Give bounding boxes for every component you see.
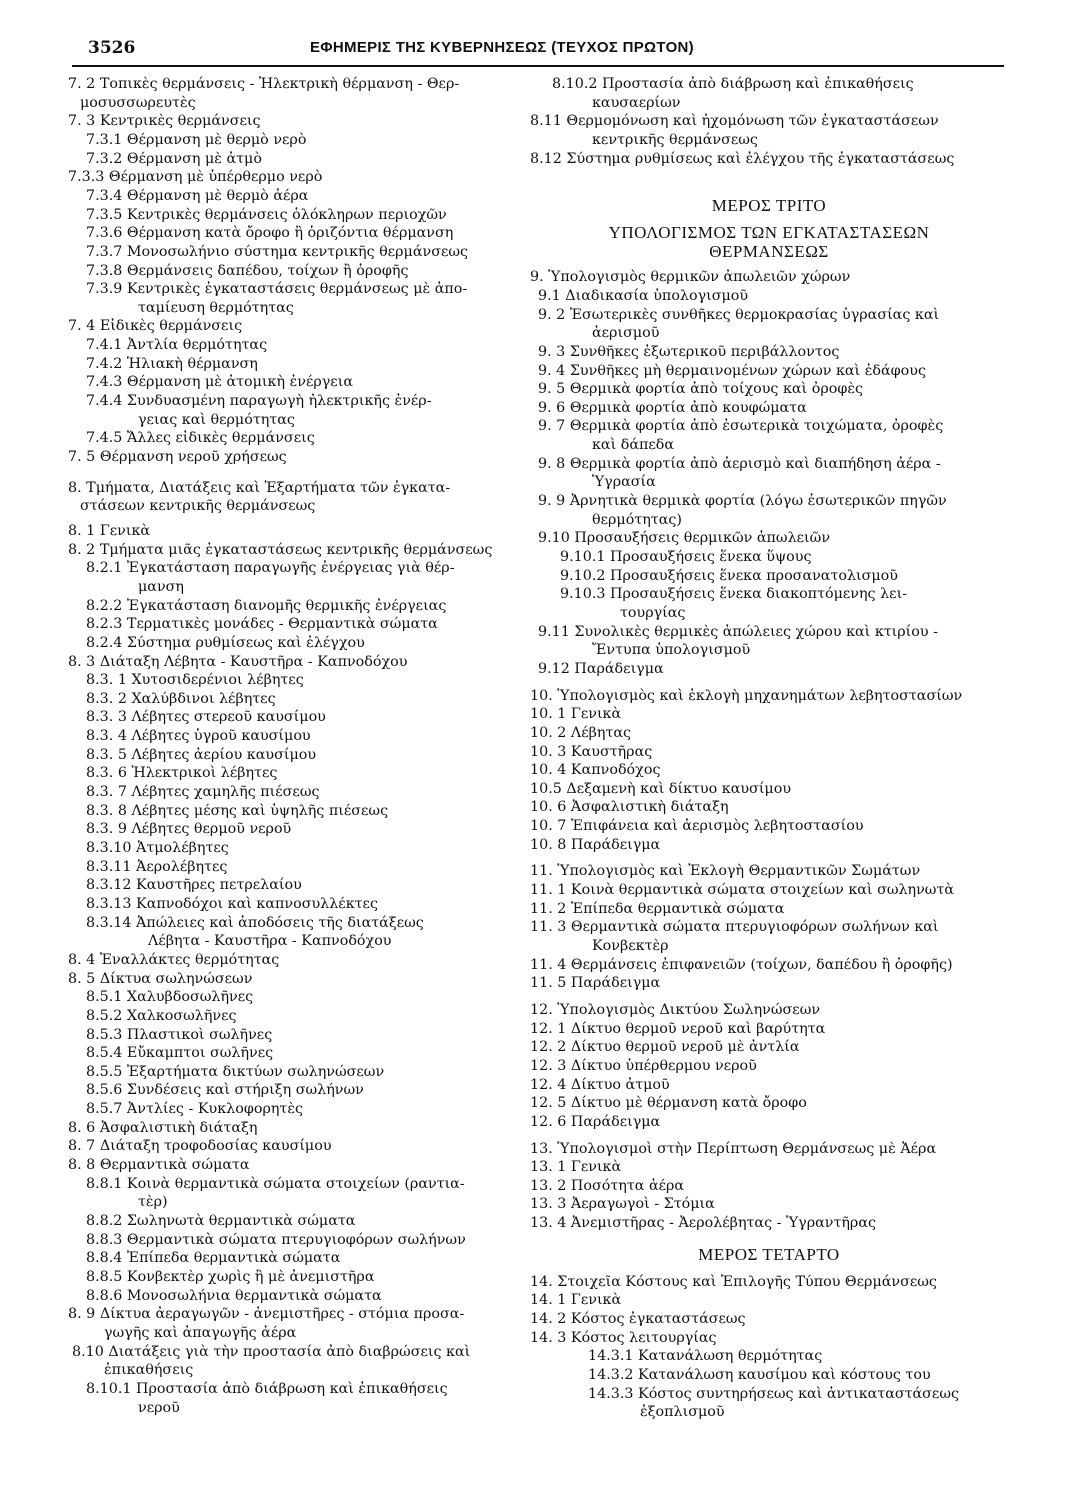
- toc-entry: 9.12 Παράδειγμα: [538, 660, 664, 677]
- toc-entry: 9.10.1 Προσαυξήσεις ἕνεκα ὕψους: [560, 549, 812, 565]
- toc-entry: 8.8.4 Ἐπίπεδα θερμαντικὰ σώματα: [86, 1250, 341, 1267]
- part3-heading: ΜΕΡΟΣ ΤΡΙΤΟ: [711, 196, 827, 216]
- toc-entry: καυσαερίων: [592, 94, 681, 111]
- toc-entry: 14.3.2 Κατανάλωση καυσίμου καὶ κόστους του: [588, 1367, 931, 1383]
- part3-subheading: ΥΠΟΛΟΓΙΣΜΟΣ ΤΩΝ ΕΓΚΑΤΑΣΤΑΣΕΩΝ: [608, 223, 930, 243]
- toc-entry: 8.3.11 Ἀερολέβητες: [86, 858, 228, 875]
- toc-entry: 8.12 Σύστημα ρυθμίσεως καὶ ἐλέγχου τῆς ἐγκαταστάσεως: [530, 150, 955, 167]
- toc-entry: 9.10 Προσαυξήσεις θερμικῶν ἀπωλειῶν: [538, 530, 831, 547]
- toc-entry: ἐξοπλισμοῦ: [640, 1404, 725, 1421]
- toc-entry: στάσεων κεντρικῆς θερμάνσεως: [80, 498, 316, 515]
- toc-entry: 8.5.1 Χαλυβδοσωλῆνες: [86, 989, 254, 1006]
- toc-entry: 7.3.7 Μονοσωλήνιο σύστημα κεντρικῆς θερμάνσεως: [86, 243, 469, 260]
- toc-entry: 8. 8 Θερμαντικὰ σώματα: [68, 1157, 250, 1174]
- toc-entry: 7.3.6 Θέρμανση κατὰ ὄροφο ἢ ὁριζόντια θέρμανση: [86, 225, 454, 242]
- toc-entry: κεντρικῆς θερμάνσεως: [592, 131, 758, 148]
- toc-entry: 8.10.2 Προστασία ἀπὸ διάβρωση καὶ ἐπικαθήσεις: [552, 76, 914, 92]
- toc-entry: 11. 5 Παράδειγμα: [530, 975, 661, 992]
- toc-entry: 9.10.2 Προσαυξήσεις ἕνεκα προσανατολισμοῦ: [560, 567, 898, 584]
- toc-entry: 8.2.4 Σύστημα ρυθμίσεως καὶ ἐλέγχου: [86, 634, 365, 651]
- toc-entry: ἐπικαθήσεις: [104, 1362, 194, 1379]
- page-number: 3526: [88, 38, 136, 58]
- toc-entry: 8.3. 4 Λέβητες ὑγροῦ καυσίμου: [86, 728, 311, 745]
- toc-entry: 10. 8 Παράδειγμα: [530, 836, 661, 853]
- toc-entry: γωγῆς καὶ ἀπαγωγῆς ἀέρα: [104, 1324, 297, 1341]
- toc-entry: 13. 4 Ἀνεμιστῆρας - Ἀερολέβητας - Ὑγραντῆρας: [530, 1215, 876, 1232]
- toc-entry: 12. Ὑπολογισμὸς Δικτύου Σωληνώσεων: [530, 1001, 821, 1018]
- toc-entry: 11. Ὑπολογισμὸς καὶ Ἐκλογὴ Θερμαντικῶν Σωμάτων: [530, 863, 921, 880]
- toc-entry: 8.8.6 Μονοσωλήνια θερμαντικὰ σώματα: [86, 1287, 382, 1304]
- toc-entry: 8.3. 7 Λέβητες χαμηλῆς πιέσεως: [86, 784, 320, 801]
- toc-entry: 8.5.2 Χαλκοσωλῆνες: [86, 1007, 237, 1024]
- toc-entry: 12. 1 Δίκτυο θερμοῦ νεροῦ καὶ βαρύτητα: [530, 1020, 826, 1037]
- toc-entry: 10. 6 Ἀσφαλιστικὴ διάταξη: [530, 799, 729, 816]
- toc-entry: 8.5.3 Πλαστικοὶ σωλῆνες: [86, 1026, 273, 1043]
- toc-entry: 8.3.12 Καυστῆρες πετρελαίου: [86, 877, 302, 894]
- toc-entry: 8.10.1 Προστασία ἀπὸ διάβρωση καὶ ἐπικαθήσεις: [86, 1380, 448, 1397]
- toc-entry: τὲρ): [138, 1194, 168, 1211]
- toc-entry: 7.4.1 Ἀντλία θερμότητας: [86, 337, 268, 354]
- toc-entry: 8. 4 Ἐναλλάκτες θερμότητας: [68, 951, 280, 968]
- toc-entry: 7.4.5 Ἄλλες εἰδικὲς θερμάνσεις: [86, 430, 315, 447]
- toc-entry: 9. 5 Θερμικὰ φορτία ἀπὸ τοίχους καὶ ὀροφὲς: [538, 381, 864, 398]
- toc-entry: 7.4.2 Ἡλιακὴ θέρμανση: [86, 355, 258, 372]
- toc-entry: Ὑγρασία: [592, 474, 656, 491]
- toc-entry: 8.8.3 Θερμαντικὰ σώματα πτερυγιοφόρων σωλήνων: [86, 1231, 466, 1248]
- toc-entry: 14.3.3 Κόστος συντηρήσεως καὶ ἀντικαταστάσεως: [588, 1385, 960, 1402]
- toc-entry: 11. 3 Θερμαντικὰ σώματα πτερυγιοφόρων σωλήνων καὶ: [530, 919, 939, 936]
- toc-entry: 9. 3 Συνθῆκες ἐξωτερικοῦ περιβάλλοντος: [538, 343, 840, 360]
- toc-entry: 9. 6 Θερμικὰ φορτία ἀπὸ κουφώματα: [538, 399, 807, 416]
- toc-entry: 8.3. 8 Λέβητες μέσης καὶ ὑψηλῆς πιέσεως: [86, 802, 389, 819]
- toc-entry: 12. 2 Δίκτυο θερμοῦ νεροῦ μὲ ἀντλία: [530, 1039, 800, 1056]
- toc-entry: 7.4.3 Θέρμανση μὲ ἀτομικὴ ἐνέργεια: [86, 374, 353, 391]
- toc-entry: 8.2.1 Ἐγκατάσταση παραγωγῆς ἐνέργειας γιὰ θέρ-: [86, 560, 455, 577]
- gazette-title: ΕΦΗΜΕΡΙΣ ΤΗΣ ΚΥΒΕΡΝΗΣΕΩΣ (ΤΕΥΧΟΣ ΠΡΩΤΟΝ): [310, 39, 694, 56]
- toc-entry: 8.3. 9 Λέβητες θερμοῦ νεροῦ: [86, 821, 292, 838]
- toc-entry: γειας καὶ θερμότητας: [138, 411, 295, 428]
- toc-entry: 7.3.9 Κεντρικὲς ἐγκαταστάσεις θερμάνσεως μὲ ἀπο-: [86, 281, 468, 298]
- toc-entry: 8.3. 2 Χαλύβδινοι λέβητες: [86, 690, 276, 707]
- toc-entry: 11. 2 Ἐπίπεδα θερμαντικὰ σώματα: [530, 900, 785, 917]
- toc-entry: 9.1 Διαδικασία ὑπολογισμοῦ: [538, 287, 749, 304]
- toc-entry: μανση: [138, 578, 184, 595]
- toc-entry: 13. 3 Ἀεραγωγοὶ - Στόμια: [530, 1196, 715, 1213]
- page-header: [88, 38, 1000, 62]
- toc-entry: 10. 4 Καπνοδόχος: [530, 762, 661, 779]
- toc-entry: 11. 1 Κοινὰ θερμαντικὰ σώματα στοιχείων καὶ σωληνωτὰ: [530, 882, 955, 899]
- toc-entry: 7.3.4 Θέρμανση μὲ θερμὸ ἀέρα: [86, 187, 309, 204]
- toc-entry: 14. 1 Γενικὰ: [530, 1292, 622, 1309]
- toc-entry: 13. 2 Ποσότητα ἀέρα: [530, 1177, 685, 1194]
- toc-entry: καὶ δάπεδα: [592, 437, 675, 454]
- toc-entry: 7. 4 Εἰδικὲς θερμάνσεις: [68, 318, 243, 335]
- toc-entry: 9. 2 Ἐσωτερικὲς συνθῆκες θερμοκρασίας ὑγρασίας καὶ: [538, 306, 940, 323]
- toc-entry: 7.3.8 Θερμάνσεις δαπέδου, τοίχων ἢ ὀροφῆς: [86, 262, 409, 279]
- toc-entry: 8.10 Διατάξεις γιὰ τὴν προστασία ἀπὸ διαβρώσεις καὶ: [72, 1343, 471, 1360]
- toc-entry: 7.3.3 Θέρμανση μὲ ὑπέρθερμο νερὸ: [68, 169, 323, 186]
- toc-entry: 8.3.13 Καπνοδόχοι καὶ καπνοσυλλέκτες: [86, 895, 378, 912]
- toc-entry: 9. 9 Ἀρνητικὰ θερμικὰ φορτία (λόγω ἐσωτερικῶν πηγῶν: [538, 493, 947, 510]
- toc-entry: 11. 4 Θερμάνσεις ἐπιφανειῶν (τοίχων, δαπέδου ἢ ὀροφῆς): [530, 956, 953, 973]
- part4-heading: ΜΕΡΟΣ ΤΕΤΑΡΤΟ: [698, 1244, 840, 1264]
- header-rule: [72, 65, 1004, 67]
- part3-subheading-cont: ΘΕΡΜΑΝΣΕΩΣ: [709, 242, 829, 262]
- toc-entry: 14. 2 Κόστος ἐγκαταστάσεως: [530, 1311, 746, 1328]
- toc-entry: 8.8.2 Σωληνωτὰ θερμαντικὰ σώματα: [86, 1213, 356, 1229]
- toc-entry: ἀερισμοῦ: [592, 325, 660, 342]
- toc-entry: 12. 5 Δίκτυο μὲ θέρμανση κατὰ ὄροφο: [530, 1095, 807, 1112]
- toc-entry: 14.3.1 Κατανάλωση θερμότητας: [588, 1348, 823, 1365]
- toc-entry: 13. Ὑπολογισμοὶ στὴν Περίπτωση Θερμάνσεως μὲ Ἀέρα: [530, 1140, 937, 1157]
- toc-entry: 10. Ὑπολογισμὸς καὶ ἐκλογὴ μηχανημάτων λεβητοστασίων: [530, 687, 963, 704]
- toc-entry: 14. Στοιχεῖα Κόστους καὶ Ἐπιλογῆς Τύπου Θερμάνσεως: [530, 1273, 937, 1290]
- toc-entry: νεροῦ: [138, 1399, 180, 1416]
- toc-entry: 10. 3 Καυστῆρας: [530, 743, 653, 760]
- toc-entry: Λέβητα - Καυστῆρα - Καπνοδόχου: [148, 933, 392, 950]
- toc-entry: 12. 4 Δίκτυο ἀτμοῦ: [530, 1076, 670, 1093]
- toc-entry: 9. 4 Συνθῆκες μὴ θερμαινομένων χώρων καὶ ἐδάφους: [538, 362, 926, 379]
- toc-entry: 8.3. 1 Χυτοσιδερένιοι λέβητες: [86, 672, 304, 689]
- toc-entry: 7.3.2 Θέρμανση μὲ ἀτμὸ: [86, 150, 262, 167]
- toc-entry: 8. 3 Διάταξη Λέβητα - Καυστῆρα - Καπνοδόχου: [68, 653, 408, 670]
- toc-entry: 8.3. 3 Λέβητες στερεοῦ καυσίμου: [86, 709, 326, 726]
- toc-entry: 8.3. 5 Λέβητες ἀερίου καυσίμου: [86, 746, 317, 763]
- toc-entry: 8.5.6 Συνδέσεις καὶ στήριξη σωλήνων: [86, 1082, 364, 1099]
- toc-entry: 9. 7 Θερμικὰ φορτία ἀπὸ ἐσωτερικὰ τοιχώματα, ὀροφὲς: [538, 418, 944, 435]
- toc-entry: 7.3.5 Κεντρικὲς θερμάνσεις ὁλόκληρων περιοχῶν: [86, 206, 447, 223]
- toc-entry: 8.5.4 Εὔκαμπτοι σωλῆνες: [86, 1045, 274, 1062]
- toc-entry: μοσυσσωρευτὲς: [80, 94, 196, 111]
- toc-entry: 8.5.5 Ἐξαρτήματα δικτύων σωληνώσεων: [86, 1063, 385, 1080]
- toc-entry: 14. 3 Κόστος λειτουργίας: [530, 1329, 717, 1346]
- toc-entry: 9.11 Συνολικὲς θερμικὲς ἀπώλειες χώρου καὶ κτιρίου -: [538, 623, 938, 640]
- toc-entry: θερμότητας): [592, 511, 682, 528]
- toc-entry: 7. 2 Τοπικὲς θερμάνσεις - Ἠλεκτρικὴ θέρμανση - Θερ-: [68, 76, 460, 92]
- toc-entry: 8.8.1 Κοινὰ θερμαντικὰ σώματα στοιχείων (ραντια-: [86, 1175, 465, 1192]
- toc-entry: 8.2.2 Ἐγκατάσταση διανομῆς θερμικῆς ἐνέργειας: [86, 597, 447, 614]
- toc-entry: 7. 5 Θέρμανση νεροῦ χρήσεως: [68, 449, 287, 465]
- toc-entry: 10. 1 Γενικὰ: [530, 706, 622, 723]
- toc-entry: 7. 3 Κεντρικὲς θερμάνσεις: [68, 113, 261, 130]
- toc-entry: τουργίας: [620, 604, 686, 621]
- toc-entry: 8. 6 Ἀσφαλιστικὴ διάταξη: [68, 1119, 258, 1136]
- toc-entry: 8. 9 Δίκτυα ἀεραγωγῶν - ἀνεμιστῆρες - στόμια προσα-: [68, 1306, 465, 1323]
- toc-entry: 7.3.1 Θέρμανση μὲ θερμὸ νερὸ: [86, 131, 307, 148]
- toc-entry: 8. Τμήματα, Διατάξεις καὶ Ἐξαρτήματα τῶν ἐγκατα-: [68, 479, 451, 496]
- toc-entry: 10. 2 Λέβητας: [530, 724, 632, 741]
- toc-entry: 8. 1 Γενικὰ: [68, 522, 151, 539]
- toc-entry: 9.10.3 Προσαυξήσεις ἕνεκα διακοπτόμενης λει-: [560, 586, 908, 603]
- toc-entry: 10.5 Δεξαμενὴ καὶ δίκτυο καυσίμου: [530, 780, 792, 797]
- toc-entry: Κονβεκτὲρ: [592, 938, 669, 954]
- toc-entry: 10. 7 Ἐπιφάνεια καὶ ἀερισμὸς λεβητοστασίου: [530, 818, 864, 835]
- toc-entry: Ἔντυπα ὑπολογισμοῦ: [592, 642, 751, 659]
- toc-entry: 8.5.7 Ἀντλίες - Κυκλοφορητὲς: [86, 1101, 304, 1118]
- toc-entry: 13. 1 Γενικὰ: [530, 1159, 622, 1176]
- toc-entry: 8.3.10 Ἀτμολέβητες: [86, 840, 229, 856]
- toc-entry: 9. 8 Θερμικὰ φορτία ἀπὸ ἀερισμὸ καὶ διαπήδηση ἀέρα -: [538, 455, 941, 472]
- toc-entry: 8. 5 Δίκτυα σωληνώσεων: [68, 970, 253, 987]
- toc-entry: 8.2.3 Τερματικὲς μονάδες - Θερμαντικὰ σώματα: [86, 616, 438, 633]
- toc-entry: 8.3.14 Ἀπώλειες καὶ ἀποδόσεις τῆς διατάξεως: [86, 914, 424, 931]
- toc-entry: 7.4.4 Συνδυασμένη παραγωγὴ ἠλεκτρικῆς ἐνέρ-: [86, 393, 432, 410]
- toc-entry: ταμίευση θερμότητας: [138, 299, 294, 316]
- toc-entry: 8.11 Θερμομόνωση καὶ ἠχομόνωση τῶν ἐγκαταστάσεων: [530, 113, 939, 130]
- toc-entry: 8. 2 Τμήματα μιᾶς ἐγκαταστάσεως κεντρικῆς θερμάνσεως: [68, 541, 493, 558]
- toc-entry: 12. 3 Δίκτυο ὑπέρθερμου νεροῦ: [530, 1057, 757, 1074]
- toc-entry: 9. Ὑπολογισμὸς θερμικῶν ἀπωλειῶν χώρων: [530, 269, 851, 286]
- toc-entry: 8.8.5 Κονβεκτὲρ χωρὶς ἢ μὲ ἀνεμιστῆρα: [86, 1268, 375, 1285]
- toc-entry: 12. 6 Παράδειγμα: [530, 1113, 661, 1130]
- toc-entry: 8.3. 6 Ἠλεκτρικοὶ λέβητες: [86, 765, 278, 782]
- toc-entry: 8. 7 Διάταξη τροφοδοσίας καυσίμου: [68, 1138, 332, 1155]
